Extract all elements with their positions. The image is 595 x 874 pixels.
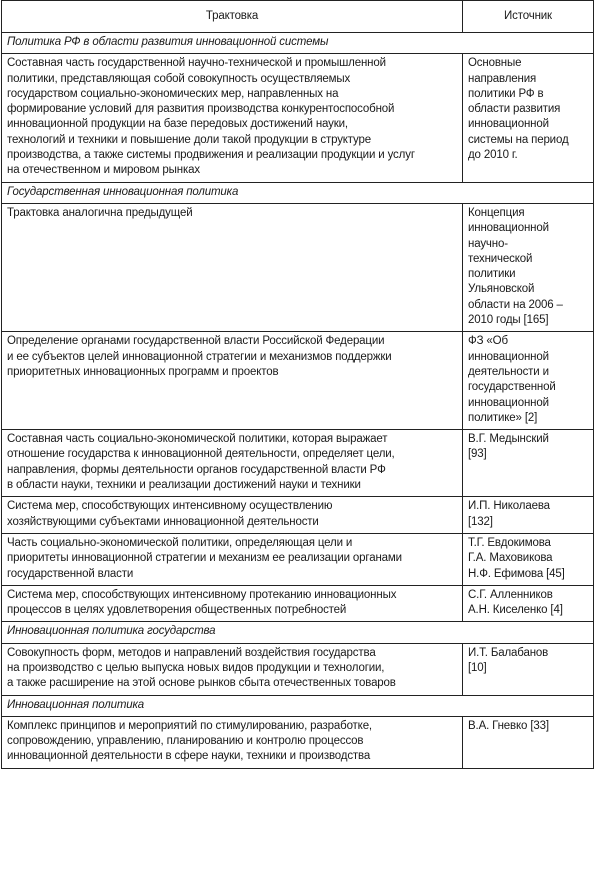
table-row (2, 533, 594, 585)
source-cell: В.Г. Медынский [93] (463, 430, 594, 497)
section-row (2, 33, 594, 54)
definition-cell: Определение органами государственной власти Российской Федерации и ее субъектов целей инновационной стратегии и механизмов поддержки приоритетных инновационных программ и проектов (2, 332, 463, 430)
table-row (2, 497, 594, 534)
definition-cell: Составная часть государственной научно-технической и промышленной политики, представляющая собой совокупность осуществляемых государством социально-экономических мер, направленных на формирование условий для развития производства конкурентоспособной инновационной продукции на базе передовых достижений науки, технологий и техники и повышение доли такой продукции в структуре производства, а также системы продвижения и реализации продукции и услуг на отечественном и мировом рынках (2, 54, 463, 182)
section-row (2, 695, 594, 716)
definition-cell: Часть социально-экономической политики, определяющая цели и приоритеты инновационной стратегии и механизм ее реализации органами государственной власти (2, 533, 463, 585)
section-title: Инновационная политика государства (2, 622, 594, 643)
source-cell: Концепция инновационной научно- технической политики Ульяновской области на 2006 – 2010 годы [165] (463, 203, 594, 331)
definition-cell: Трактовка аналогична предыдущей (2, 203, 463, 331)
table-row (2, 430, 594, 497)
section-title: Государственная инновационная политика (2, 182, 594, 203)
table-row (2, 716, 594, 768)
definition-cell: Система мер, способствующих интенсивному осуществлению хозяйствующими субъектами инновационной деятельности (2, 497, 463, 534)
source-cell: ФЗ «Об инновационной деятельности и государственной инновационной политике» [2] (463, 332, 594, 430)
definitions-table (1, 0, 594, 769)
source-cell: С.Г. Алленников А.Н. Киселенко [4] (463, 585, 594, 622)
definition-cell: Комплекс принципов и мероприятий по стимулированию, разработке, сопровождению, управлению, планированию и контролю процессов инновационной деятельности в сфере науки, техники и производства (2, 716, 463, 768)
header-source: Источник (463, 1, 594, 33)
source-cell: И.Т. Балабанов [10] (463, 643, 594, 695)
definition-cell: Система мер, способствующих интенсивному протеканию инновационных процессов в целях удовлетворения общественных потребностей (2, 585, 463, 622)
section-row (2, 182, 594, 203)
table-row (2, 203, 594, 331)
table-row (2, 585, 594, 622)
source-cell: Основные направления политики РФ в области развития инновационной системы на период до 2010 г. (463, 54, 594, 182)
source-cell: В.А. Гневко [33] (463, 716, 594, 768)
definition-cell: Составная часть социально-экономической политики, которая выражает отношение государства к инновационной деятельности, определяет цели, направления, формы деятельности органов государственной власти РФ в области науки, техники и реализации достижений науки и техники (2, 430, 463, 497)
table-row (2, 332, 594, 430)
table-row (2, 54, 594, 182)
header-definition: Трактовка (2, 1, 463, 33)
section-title: Инновационная политика (2, 695, 594, 716)
source-cell: И.П. Николаева [132] (463, 497, 594, 534)
header-row (2, 1, 594, 33)
definition-cell: Совокупность форм, методов и направлений воздействия государства на производство с целью выпуска новых видов продукции и технологии, а также расширение на этой основе рынков сбыта отечественных товаров (2, 643, 463, 695)
table-row (2, 643, 594, 695)
source-cell: Т.Г. Евдокимова Г.А. Маховикова Н.Ф. Ефимова [45] (463, 533, 594, 585)
section-row (2, 622, 594, 643)
section-title: Политика РФ в области развития инновационной системы (2, 33, 594, 54)
